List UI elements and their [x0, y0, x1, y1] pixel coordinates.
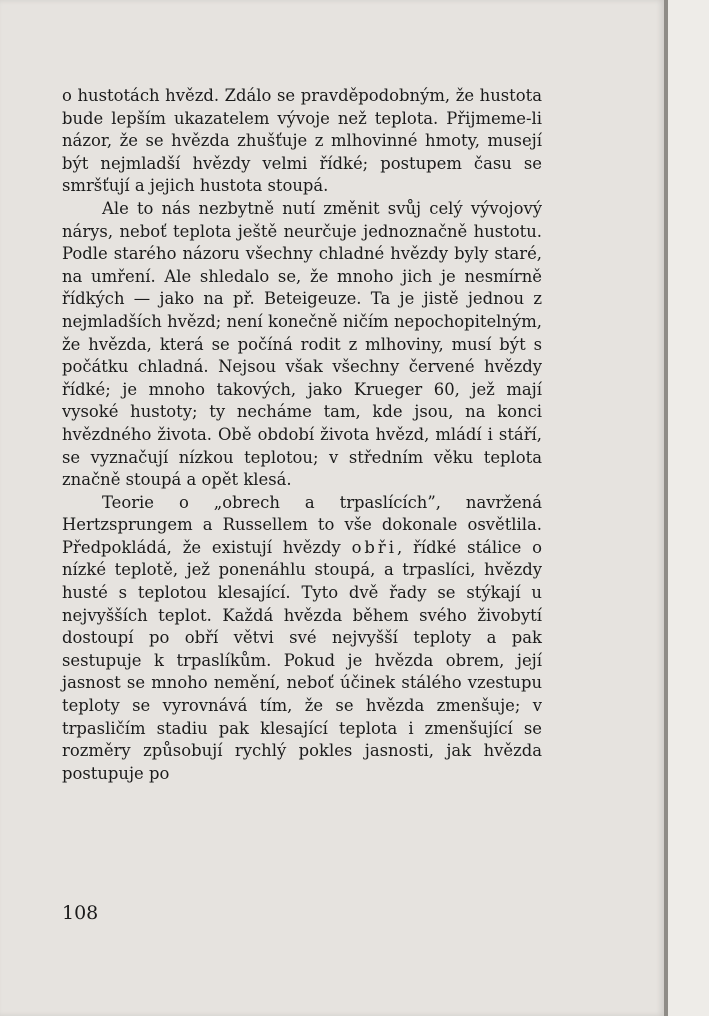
paragraph-3 — [62, 492, 542, 786]
paragraph-3-text-after: , řídké stálice o nízké teplotě, jež ponenáhlu stoupá, a trpaslíci, hvězdy husté s teplotou klesající. Tyto dvě řady se stýkají u nejvyšších teplot. Každá hvězda během svého živobytí dostoupí po obří větvi své nejvyšší teploty a pak sestupuje k trpaslíkům. Pokud je hvězda obrem, její jasnost se mnoho nemění, neboť účinek stálého vzestupu teploty se vyrovnává tím, že se hvězda zmenšuje; v trpasličím stadiu pak klesající teplota i zmenšující se rozměry způsobují rychlý pokles jasnosti, jak hvězda postupuje po — [62, 537, 542, 783]
page-number: 108 — [62, 902, 99, 924]
spaced-emphasis-word: obři — [351, 537, 398, 557]
paragraph-3-text-before: Teorie o „obrech a trpaslících”, navržená Hertzsprungem a Russellem to vše dokonale osvětlila. Předpokládá, že existují hvězdy — [62, 492, 542, 557]
paragraph-1: o hustotách hvězd. Zdálo se pravděpodobným, že hustota bude lepším ukazatelem vývoje než teplota. Přijmeme-li názor, že se hvězda zhušťuje z mlhovinné hmoty, musejí být nejmladší hvězdy velmi řídké; postupem času se smršťují a jejich hustota stoupá. — [62, 86, 542, 196]
paragraph-2: Ale to nás nezbytně nutí změnit svůj celý vývojový nárys, neboť teplota ještě neurčuje jednoznačně hustotu. Podle starého názoru všechny chladné hvězdy byly staré, na umření. Ale shledalo se, že mnoho jich je nesmírně řídkých — jako na př. Beteigeuze. Ta je jistě jednou z nejmladších hvězd; není konečně ničím nepochopitelným, že hvězda, která se počíná rodit z mlhoviny, musí být s počátku chladná. Nejsou však všechny červené hvězdy řídké; je mnoho takových, jako Krueger 60, jež mají vysoké hustoty; ty necháme tam, kde jsou, na konci hvězdného života. Obě období života hvězd, mládí i stáří, se vyznačují nízkou teplotou; v středním věku teplota značně stoupá a opět klesá. — [62, 198, 542, 490]
adjacent-page-edge — [668, 0, 709, 1016]
body-text — [62, 85, 542, 785]
